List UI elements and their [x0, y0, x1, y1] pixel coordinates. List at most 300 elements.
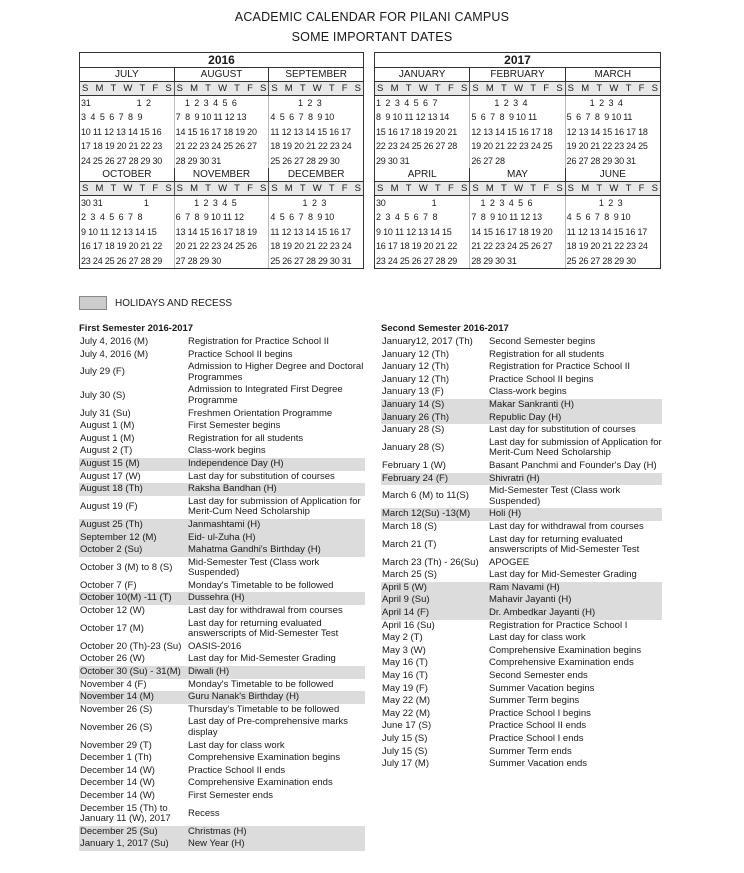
event-date: January 12 (Th) [382, 373, 450, 385]
event-date: April 9 (Su) [382, 594, 430, 606]
event-date: November 14 (M) [80, 691, 154, 703]
holiday-row [79, 691, 365, 704]
week-row: 14 15 16 17 18 19 20 [175, 126, 257, 137]
event-date: January 14 (S) [382, 398, 445, 410]
event-date: October 20 (Th)-23 (Su) [80, 640, 182, 652]
month-weeks-row [375, 196, 660, 268]
weekday-letter: T [205, 83, 211, 94]
event-description: Practice School II ends [489, 720, 587, 732]
week-row: 9 10 11 12 13 14 15 [81, 226, 157, 237]
week-row: 6 7 8 9 10 11 12 [175, 212, 244, 223]
event-date: October 10(M) -11 (T) [80, 592, 172, 604]
weekday-letter: S [165, 83, 172, 94]
week-row: 1 2 3 4 5 [175, 197, 237, 208]
week-row: 8 9 10 11 12 13 14 [376, 112, 450, 123]
event-description: Last day for submission of Application for Merit-Cum Need Scholarship [188, 495, 361, 518]
event-row [381, 460, 662, 473]
event-description: Last day of Pre-comprehensive marks display [188, 716, 348, 738]
weekday-letter: T [299, 83, 306, 94]
event-row [79, 580, 365, 593]
weekday-letter: T [625, 83, 632, 94]
event-description: Monday's Timetable to be followed [188, 678, 334, 690]
holiday-row [79, 666, 365, 679]
event-description: Mid-Semester Test (Class work Suspended) [489, 485, 621, 507]
event-description: Last day for substitution of courses [489, 424, 636, 436]
year-label: 2017 [375, 53, 660, 68]
weekday-letter: T [110, 83, 117, 94]
month-grid [174, 196, 269, 268]
week-row: 11 12 13 14 15 16 17 [566, 226, 648, 237]
event-description: Registration for all students [188, 432, 304, 444]
weekday-letter: S [271, 182, 278, 194]
month-grid [375, 196, 469, 268]
week-row: 21 22 23 24 25 26 27 [175, 141, 257, 152]
event-date: December 14 (W) [80, 789, 155, 801]
holiday-row [79, 458, 365, 471]
week-row: 7 8 9 10 11 12 13 [471, 212, 542, 223]
event-description: Last day for withdrawal from courses [188, 605, 343, 617]
weekday-letter: S [82, 83, 89, 94]
week-row: 16 17 18 19 20 21 22 [81, 241, 163, 252]
week-row: 1 2 3 4 5 6 [471, 197, 533, 208]
event-row [381, 437, 662, 460]
month-name: MAY [469, 168, 564, 182]
event-date: January 12 (Th) [382, 361, 450, 373]
month-name: JUNE [565, 168, 660, 182]
event-row [79, 803, 365, 826]
event-description: Last day for Mid-Semester Grading [489, 569, 637, 581]
month-grid [469, 96, 564, 168]
week-row: 28 29 30 31 [471, 255, 517, 266]
month-name-row [375, 68, 660, 82]
week-row: 11 12 13 14 15 16 17 [270, 126, 351, 137]
event-description: New Year (H) [188, 838, 245, 850]
weekday-header [375, 82, 469, 95]
weekday-letter: S [651, 182, 658, 194]
event-row [79, 752, 365, 765]
event-description: Raksha Bandhan (H) [188, 483, 277, 495]
weekday-letter: S [260, 182, 267, 194]
event-date: November 26 (S) [80, 721, 153, 733]
event-description: Registration for Practice School II [188, 336, 329, 347]
event-date: August 19 (F) [80, 501, 138, 513]
weekday-letter: S [472, 182, 479, 194]
event-description: Comprehensive Examination begins [489, 644, 642, 656]
week-row: 5 6 7 8 9 10 11 [471, 112, 537, 123]
month-grid [80, 196, 174, 268]
event-date: June 17 (S) [382, 720, 432, 732]
event-row [79, 408, 365, 421]
weekday-letter: F [247, 83, 253, 94]
event-description: Admission to Integrated First Degree Programme [188, 384, 343, 406]
weekday-letter: M [485, 182, 494, 194]
event-row [79, 679, 365, 692]
event-description: Ram Navami (H) [489, 581, 560, 593]
week-row: 23 24 25 26 27 28 29 [376, 255, 458, 266]
event-date: May 19 (F) [382, 682, 428, 694]
event-date: August 25 (Th) [80, 518, 143, 530]
week-row: 30 31 1 [81, 197, 149, 208]
week-row: 18 19 20 21 22 23 24 [566, 241, 648, 252]
week-row: 19 20 21 22 23 24 25 [471, 141, 553, 152]
event-date: March 6 (M) to 11(S) [382, 490, 469, 502]
holiday-row [381, 607, 662, 620]
month-grid [469, 196, 564, 268]
event-date: August 2 (T) [80, 445, 133, 457]
event-date: January 1, 2017 (Su) [80, 838, 169, 850]
event-row [381, 645, 662, 658]
event-description: Registration for Practice School I [489, 619, 628, 631]
week-row: 1 2 3 4 [566, 98, 623, 108]
event-description: Monday's Timetable to be followed [188, 579, 334, 591]
event-date: January 13 (F) [382, 386, 444, 398]
event-description: Last day for submission of Application for Merit-Cum Need Scholarship [489, 436, 662, 459]
second-semester-list [381, 336, 662, 771]
event-date: August 15 (M) [80, 457, 140, 469]
month-name: JULY [80, 68, 174, 82]
month-grid [80, 96, 174, 168]
legend-swatch [79, 296, 107, 310]
weekday-letter: W [312, 83, 322, 94]
event-description: Class-work begins [489, 386, 567, 398]
weekday-letter: S [377, 83, 384, 94]
legend [79, 296, 232, 310]
weekday-letter: S [260, 83, 267, 94]
week-row: 9 10 11 12 13 14 15 [376, 226, 452, 237]
event-row [381, 708, 662, 721]
weekday-letter: F [152, 83, 159, 94]
first-semester-list [79, 336, 365, 851]
month-name: NOVEMBER [174, 168, 269, 182]
weekday-letter: S [556, 83, 563, 94]
week-row: 26 27 28 29 30 31 [566, 155, 636, 166]
event-description: Practice School I begins [489, 707, 591, 719]
event-date: March 12(Su) -13(M) [382, 508, 471, 520]
weekday-letter: T [596, 182, 603, 194]
event-description: Last day for withdrawal from courses [489, 520, 644, 532]
event-date: May 16 (T) [382, 670, 428, 682]
page-subtitle: SOME IMPORTANT DATES [291, 30, 453, 44]
weekday-letter: W [418, 182, 428, 194]
weekday-letter: T [405, 83, 412, 94]
weekday-letter: W [218, 83, 228, 94]
month-grid [268, 196, 363, 268]
event-row [79, 704, 365, 717]
event-date: March 23 (Th) - 26(Su) [382, 556, 479, 568]
week-row: 18 19 20 21 22 23 24 [270, 241, 352, 252]
event-date: March 21 (T) [382, 538, 437, 550]
weekday-letter: S [567, 182, 574, 194]
week-row: 4 5 6 7 8 9 10 [270, 112, 335, 123]
month-name: MARCH [565, 68, 660, 82]
event-row [381, 695, 662, 708]
event-description: Second Semester begins [489, 336, 596, 347]
event-row [381, 485, 662, 508]
event-description: Last day for Mid-Semester Grading [188, 653, 336, 665]
weekday-letter: W [609, 83, 619, 94]
weekday-header [80, 182, 174, 195]
week-row: 1 2 3 4 [471, 98, 528, 108]
weekday-letter: T [234, 182, 240, 194]
weekday-letter: T [596, 83, 603, 94]
event-row [79, 445, 365, 458]
event-description: Class-work begins [188, 445, 266, 457]
holiday-row [381, 412, 662, 425]
event-row [381, 733, 662, 746]
event-date: January 28 (S) [382, 442, 445, 454]
weekday-letter: S [82, 182, 89, 194]
event-row [79, 384, 365, 407]
weekday-letter: T [501, 83, 507, 94]
weekday-letter: F [447, 83, 454, 94]
event-description: Basant Panchmi and Founder's Day (H) [489, 459, 657, 471]
event-description: OASIS-2016 [188, 640, 242, 652]
week-row: 31 1 2 [81, 98, 151, 108]
weekday-letter: S [165, 182, 172, 194]
week-row: 14 15 16 17 18 19 20 [471, 226, 553, 237]
holiday-row [79, 592, 365, 605]
weekday-letter: S [354, 83, 362, 94]
event-description: Eid- ul-Zuha (H) [188, 531, 256, 543]
event-date: April 14 (F) [382, 607, 429, 619]
event-row [381, 720, 662, 733]
month-grid [375, 96, 469, 168]
week-row: 1 2 3 4 5 6 [175, 98, 237, 108]
event-row [79, 433, 365, 446]
week-row: 12 13 14 15 16 17 18 [566, 126, 648, 137]
event-row [381, 349, 662, 362]
weekday-header [80, 82, 174, 95]
legend-label: HOLIDAYS AND RECESS [115, 297, 233, 309]
weekday-header [469, 82, 564, 95]
week-row: 18 19 20 21 22 23 24 [270, 141, 352, 152]
weekday-letter: T [328, 182, 335, 194]
event-row [79, 420, 365, 433]
week-row: 2 3 4 5 6 7 8 [81, 212, 143, 223]
event-row [381, 683, 662, 696]
event-row [79, 471, 365, 484]
month-name: DECEMBER [268, 168, 363, 182]
weekday-letter: W [218, 182, 228, 194]
event-description: Mahavir Jayanti (H) [489, 594, 572, 606]
holiday-row [381, 594, 662, 607]
weekday-letter: F [638, 182, 645, 194]
event-description: Recess [188, 807, 220, 819]
event-description: Shivratri (H) [489, 472, 540, 484]
event-date: December 1 (Th) [80, 752, 152, 764]
calendar-2017 [374, 52, 661, 269]
week-row: 4 5 6 7 8 9 10 [270, 212, 335, 223]
event-description: Janmashtami (H) [188, 518, 261, 530]
event-date: July 29 (F) [80, 366, 125, 378]
event-date: January 26 (Th) [382, 411, 450, 423]
weekday-letter: M [95, 182, 104, 194]
weekday-letter: T [205, 182, 211, 194]
weekday-header-row [375, 82, 660, 96]
weekday-letter: S [176, 83, 184, 94]
event-date: November 4 (F) [80, 678, 147, 690]
month-name: FEBRUARY [469, 68, 564, 82]
weekday-letter: M [190, 83, 199, 94]
event-description: Diwali (H) [188, 666, 230, 678]
event-date: October 12 (W) [80, 605, 145, 617]
week-row: 1 2 3 [270, 197, 327, 208]
weekday-letter: W [418, 83, 428, 94]
week-row: 21 22 23 24 25 26 27 [471, 241, 553, 252]
weekday-letter: W [609, 182, 619, 194]
week-row: 15 16 17 18 19 20 21 [376, 126, 458, 137]
event-row [79, 336, 365, 349]
weekday-letter: S [651, 83, 658, 94]
event-date: July 30 (S) [80, 389, 126, 401]
second-semester-section [381, 322, 662, 771]
event-row [381, 361, 662, 374]
month-grid [174, 96, 269, 168]
event-row [79, 557, 365, 580]
event-description: Comprehensive Examination ends [188, 777, 333, 789]
week-row: 10 11 12 13 14 15 16 [81, 126, 162, 137]
weekday-letter: S [354, 182, 362, 194]
weekday-letter: S [176, 182, 184, 194]
month-name: AUGUST [174, 68, 269, 82]
holiday-row [79, 532, 365, 545]
weekday-letter: M [284, 83, 293, 94]
week-row: 13 14 15 16 17 18 19 [175, 226, 257, 237]
week-row: 19 20 21 22 23 24 25 [566, 141, 648, 152]
weekday-letter: W [123, 182, 133, 194]
weekday-letter: S [556, 182, 563, 194]
weekday-letter: M [284, 182, 293, 194]
weekday-letter: F [152, 182, 159, 194]
event-description: Practice School II begins [188, 348, 293, 360]
event-description: Comprehensive Examination ends [489, 657, 634, 669]
event-row [381, 620, 662, 633]
week-row: 24 25 26 27 28 29 30 [81, 155, 163, 166]
month-weeks-row [80, 196, 363, 268]
event-date: April 5 (W) [382, 581, 427, 593]
month-name: JANUARY [375, 68, 469, 82]
weekday-letter: M [485, 83, 494, 94]
event-date: May 16 (T) [382, 657, 428, 669]
weekday-letter: M [95, 83, 104, 94]
event-row [381, 758, 662, 771]
event-date: October 2 (Su) [80, 544, 143, 556]
event-row [79, 361, 365, 384]
event-row [381, 632, 662, 645]
weekday-header [565, 82, 660, 95]
event-date: December 14 (W) [80, 764, 155, 776]
weekday-letter: M [390, 83, 399, 94]
weekday-letter: T [405, 182, 412, 194]
event-date: May 3 (W) [382, 644, 426, 656]
week-row: 5 6 7 8 9 10 11 [566, 112, 633, 123]
event-date: August 17 (W) [80, 470, 141, 482]
week-row: 17 18 19 20 21 22 23 [81, 141, 163, 152]
event-row [79, 618, 365, 641]
weekday-letter: S [460, 182, 468, 194]
event-date: August 1 (M) [80, 420, 135, 432]
event-date: July 4, 2016 (M) [80, 336, 149, 347]
event-description: Summer Term ends [489, 745, 572, 757]
weekday-letter: F [341, 83, 348, 94]
month-name-row [80, 68, 363, 82]
weekday-letter: S [472, 83, 479, 94]
event-description: Practice School II begins [489, 373, 594, 385]
event-description: First Semester begins [188, 420, 281, 432]
week-row: 25 26 27 28 29 30 [566, 255, 636, 266]
holiday-row [79, 826, 365, 839]
weekday-letter: M [190, 182, 199, 194]
event-date: August 18 (Th) [80, 483, 143, 495]
weekday-letter: M [581, 83, 590, 94]
month-name-row [375, 168, 660, 182]
holiday-row [381, 473, 662, 486]
weekday-letter: S [271, 83, 278, 94]
event-description: Last day for class work [489, 632, 586, 644]
event-description: Dr. Ambedkar Jayanti (H) [489, 607, 596, 619]
event-row [79, 765, 365, 778]
event-date: July 4, 2016 (M) [80, 348, 149, 360]
weekday-letter: S [567, 83, 574, 94]
event-row [79, 716, 365, 739]
event-date: January 28 (S) [382, 424, 445, 436]
second-semester-title: Second Semester 2016-2017 [381, 323, 509, 334]
week-row: 12 13 14 15 16 17 18 [471, 126, 553, 137]
event-description: APOGEE [489, 556, 530, 568]
week-row: 11 12 13 14 15 16 17 [270, 226, 351, 237]
event-date: May 22 (M) [382, 695, 431, 707]
weekday-letter: T [625, 182, 632, 194]
event-date: December 15 (Th) to January 11 (W), 2017 [80, 802, 171, 825]
week-row: 25 26 27 28 29 30 31 [270, 255, 352, 266]
event-description: Registration for all students [489, 348, 605, 360]
event-description: Practice School II ends [188, 764, 286, 776]
weekday-letter: F [543, 182, 550, 194]
holiday-row [381, 399, 662, 412]
weekday-header-row [375, 182, 660, 196]
week-row: 16 17 18 19 20 21 22 [376, 241, 458, 252]
event-date: July 15 (S) [382, 733, 428, 744]
holiday-row [79, 838, 365, 851]
weekday-letter: W [514, 83, 524, 94]
holiday-row [381, 508, 662, 521]
week-row: 28 29 30 31 [175, 155, 222, 166]
event-date: October 7 (F) [80, 579, 137, 591]
weekday-letter: F [341, 182, 348, 194]
week-row: 23 24 25 26 27 28 29 [81, 255, 163, 266]
event-row [381, 336, 662, 349]
page-title: ACADEMIC CALENDAR FOR PILANI CAMPUS [234, 10, 510, 24]
weekday-letter: S [460, 83, 468, 94]
weekday-letter: W [123, 83, 133, 94]
weekday-header-row [80, 82, 363, 96]
event-description: Thursday's Timetable to be followed [188, 703, 340, 715]
weekday-header [174, 182, 269, 195]
event-description: Christmas (H) [188, 825, 247, 837]
event-date: March 18 (S) [382, 520, 437, 532]
month-grid [565, 96, 660, 168]
weekday-letter: T [139, 83, 146, 94]
month-weeks-row [80, 96, 363, 168]
event-date: March 25 (S) [382, 569, 437, 581]
weekday-letter: W [312, 182, 322, 194]
weekday-letter: W [514, 182, 524, 194]
event-description: Summer Vacation ends [489, 758, 588, 770]
week-row: 27 28 29 30 [175, 255, 222, 266]
week-row: 7 8 9 10 11 12 13 [175, 112, 247, 123]
event-row [79, 349, 365, 362]
weekday-letter: T [299, 182, 306, 194]
